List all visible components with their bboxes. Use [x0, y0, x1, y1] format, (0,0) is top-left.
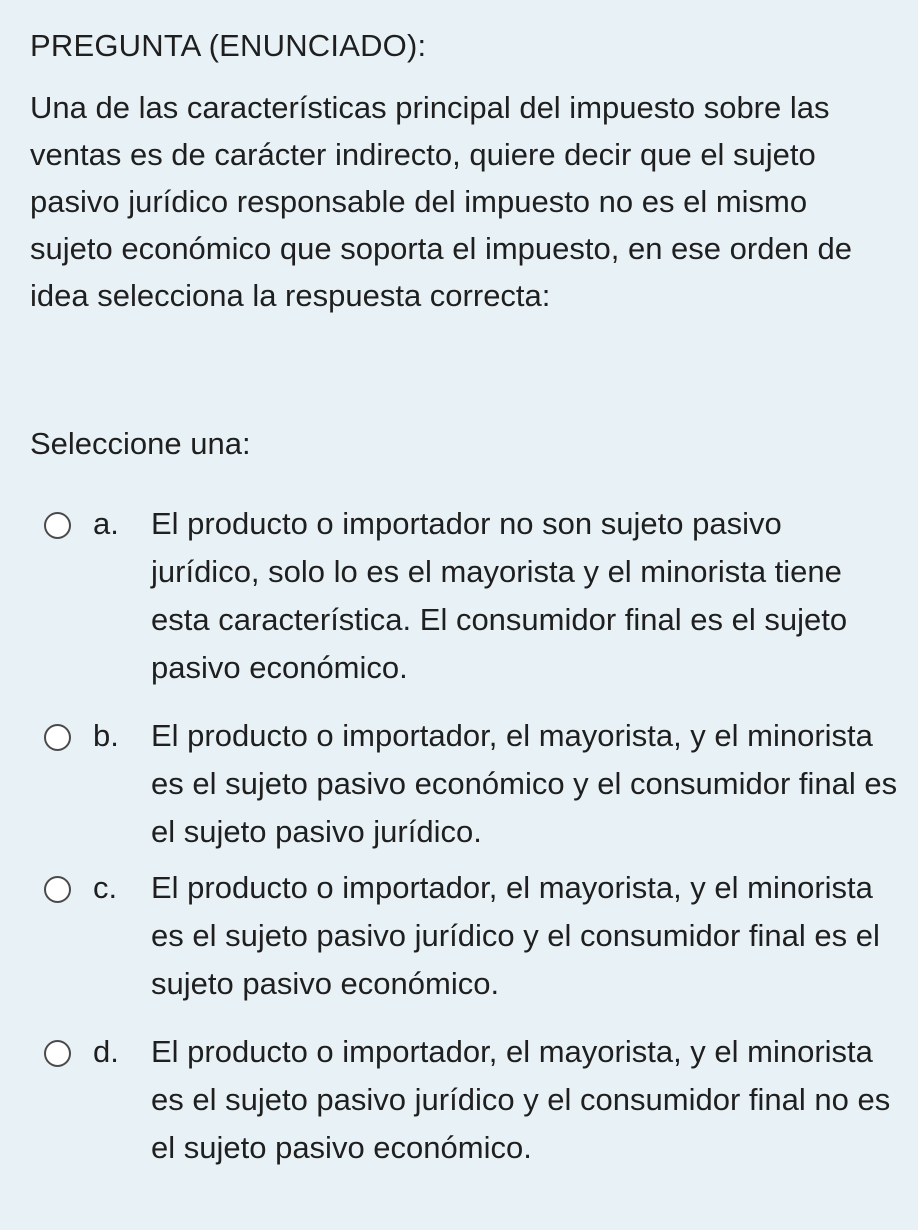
option-text[interactable]	[151, 712, 904, 856]
option-text-line: el sujeto pasivo jurídico.	[151, 814, 482, 849]
radio-button-a[interactable]	[44, 512, 71, 539]
statement-line: ventas es de carácter indirecto, quiere decir que el sujeto	[30, 137, 816, 172]
option-text[interactable]	[151, 864, 904, 1008]
answer-option-c[interactable]	[44, 869, 904, 1008]
option-text-line: es el sujeto pasivo jurídico y el consumidor final es el	[151, 918, 880, 953]
option-text-line: El producto o importador, el mayorista, y el minorista	[151, 1034, 873, 1069]
question-heading: PREGUNTA (ENUNCIADO):	[30, 28, 427, 63]
option-letter: d.	[93, 1034, 119, 1069]
option-letter: a.	[93, 506, 119, 541]
statement-line: Una de las características principal del impuesto sobre las	[30, 90, 830, 125]
option-text-line: El producto o importador no son sujeto pasivo	[151, 506, 782, 541]
option-letter: c.	[93, 870, 118, 905]
option-text-line: El producto o importador, el mayorista, y el minorista	[151, 870, 873, 905]
radio-button-d[interactable]	[44, 1040, 71, 1067]
select-one-prompt: Seleccione una:	[30, 426, 251, 461]
option-text[interactable]	[151, 500, 904, 692]
option-letter: b.	[93, 718, 119, 753]
statement-line: sujeto económico que soporta el impuesto, en ese orden de	[30, 231, 853, 266]
option-text-line: es el sujeto pasivo jurídico y el consumidor final no es	[151, 1082, 891, 1117]
option-text-line: pasivo económico.	[151, 650, 408, 685]
option-text[interactable]	[151, 1028, 904, 1172]
answer-option-a[interactable]	[44, 505, 904, 692]
answer-option-d[interactable]	[44, 1033, 904, 1172]
statement-line: idea selecciona la respuesta correcta:	[30, 278, 551, 313]
option-text-line: jurídico, solo lo es el mayorista y el minorista tiene	[151, 554, 842, 589]
radio-button-b[interactable]	[44, 724, 71, 751]
option-text-line: el sujeto pasivo económico.	[151, 1130, 532, 1165]
option-text-line: sujeto pasivo económico.	[151, 966, 500, 1001]
option-text-line: esta característica. El consumidor final es el sujeto	[151, 602, 848, 637]
statement-line: pasivo jurídico responsable del impuesto no es el mismo	[30, 184, 808, 219]
answer-option-b[interactable]	[44, 717, 904, 856]
question-statement	[30, 84, 890, 319]
radio-button-c[interactable]	[44, 876, 71, 903]
option-text-line: El producto o importador, el mayorista, y el minorista	[151, 718, 873, 753]
option-text-line: es el sujeto pasivo económico y el consumidor final es	[151, 766, 898, 801]
